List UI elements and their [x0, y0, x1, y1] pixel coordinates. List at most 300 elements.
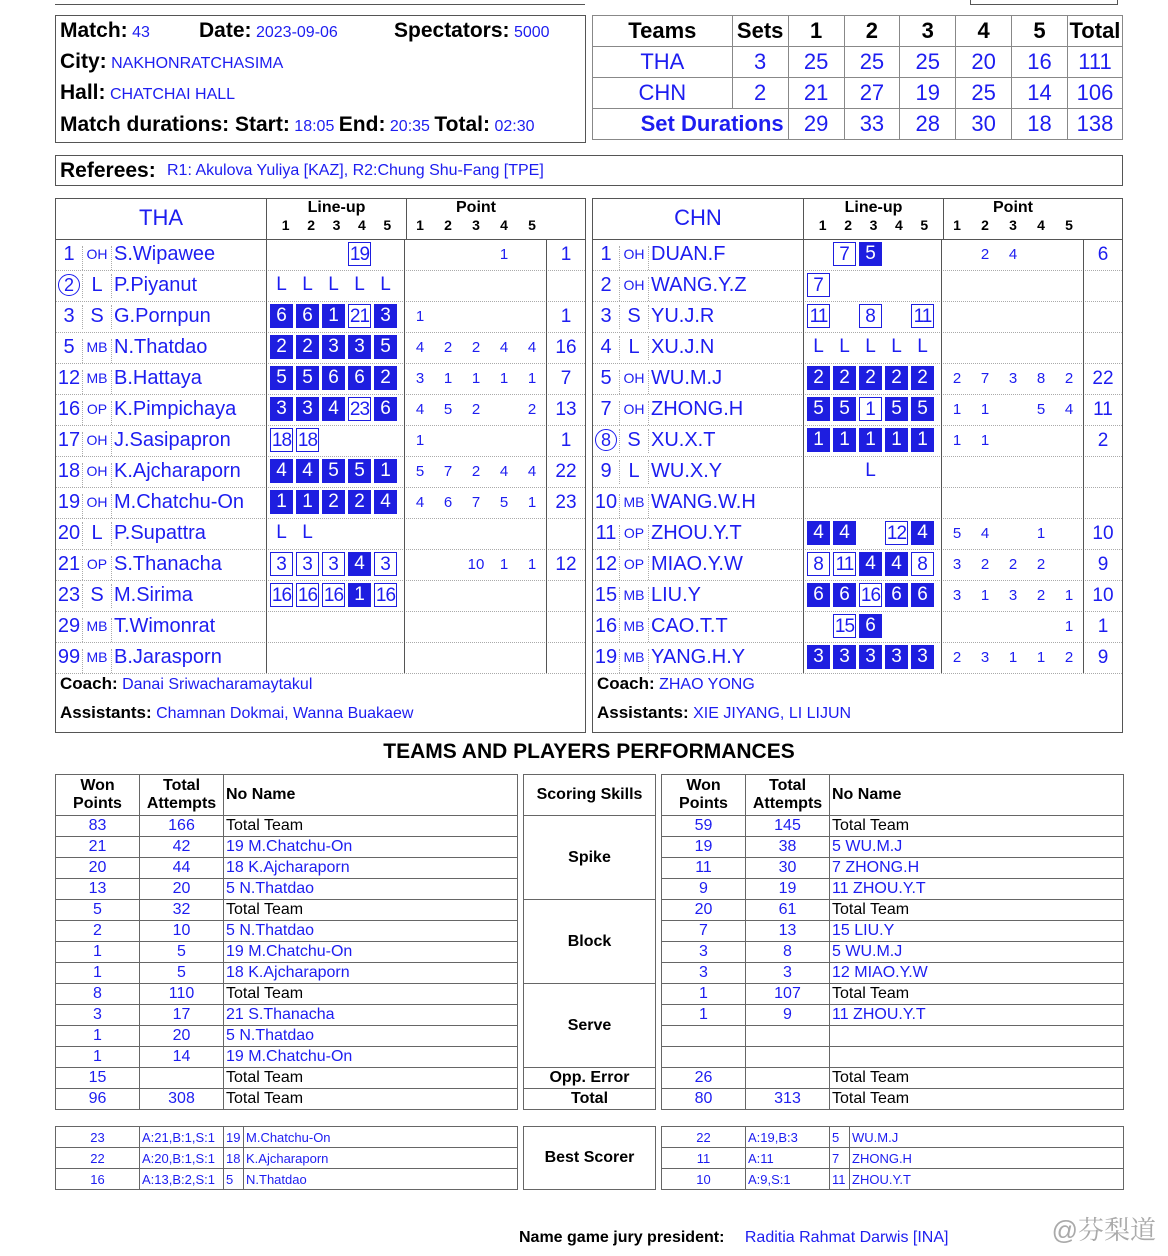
- player-name: S.Thanacha: [114, 553, 222, 575]
- lineup-cell: [833, 273, 856, 297]
- player-name: P.Piyanut: [114, 274, 198, 296]
- lineup-cell: [807, 614, 830, 638]
- point-cell: 4: [415, 401, 425, 418]
- lineup-cell: 6: [322, 366, 345, 390]
- match-info-box: [55, 15, 586, 143]
- assistants-label: Assistants:: [597, 703, 689, 722]
- player-position: OH: [619, 246, 649, 270]
- perf-header-cell: Scoring Skills: [524, 775, 656, 816]
- best-scorer-row: [56, 1127, 1124, 1148]
- point-cell: 3: [952, 556, 962, 573]
- col-num: 4: [1037, 217, 1045, 233]
- col-num: 4: [357, 217, 366, 233]
- player-row: [593, 487, 1122, 519]
- player-total-points: [1083, 270, 1122, 301]
- player-number: 12: [57, 367, 81, 389]
- lineup-cell: 3: [833, 645, 856, 669]
- lineup-cell: 3: [348, 335, 371, 359]
- lineup-cell: 6: [296, 304, 319, 328]
- point-cell: 2: [471, 401, 481, 418]
- lineup-cells: [266, 456, 405, 487]
- player-name: Total Team: [830, 816, 1124, 837]
- player-row: [56, 642, 585, 674]
- best-breakdown: A:11: [746, 1148, 830, 1169]
- best-breakdown: A:20,B:1,S:1: [140, 1148, 224, 1169]
- lineup-cell: 6: [833, 583, 856, 607]
- spectators: 5000: [513, 24, 550, 41]
- lineup-cell: [296, 242, 319, 266]
- lineup-cells: [266, 580, 405, 611]
- player-total-points: 1: [546, 239, 585, 270]
- point-cell: 5: [952, 525, 962, 542]
- assistants-label: Assistants:: [60, 703, 152, 722]
- point-cell: 1: [443, 370, 453, 387]
- player-position: OH: [82, 246, 112, 270]
- lineup-cell: 2: [859, 366, 882, 390]
- best-player-number: 5: [224, 1169, 244, 1190]
- lineup-cell: [911, 459, 934, 483]
- set-durations-row: [593, 109, 1123, 140]
- player-row: [593, 332, 1122, 364]
- lineup-cell: 6: [911, 583, 934, 607]
- point-cells: [406, 618, 546, 636]
- point-cell: 4: [980, 525, 990, 542]
- perf-row: [56, 1068, 1124, 1089]
- player-total-points: [546, 611, 585, 642]
- lineup-cell: 4: [911, 521, 934, 545]
- player-name: WANG.Y.Z: [651, 274, 747, 296]
- set-score: 20: [956, 47, 1012, 78]
- point-cell: 2: [980, 556, 990, 573]
- referees-box: [55, 155, 1123, 186]
- lineup-cell: [374, 428, 397, 452]
- total-attempts: [140, 1068, 224, 1089]
- total-attempts: 14: [140, 1047, 224, 1068]
- lineup-cell: 2: [296, 335, 319, 359]
- lineup-cell: 5: [911, 397, 934, 421]
- player-total-points: [546, 642, 585, 673]
- player-name: Total Team: [224, 984, 518, 1005]
- lineup-cell: L: [302, 522, 313, 543]
- lineup-cell: [911, 273, 934, 297]
- lineup-cells: [803, 518, 942, 549]
- lineup-cell: [374, 242, 397, 266]
- perf-row: [56, 984, 1124, 1005]
- gap: [518, 837, 524, 858]
- player-name: 5 WU.M.J: [830, 837, 1124, 858]
- point-cells: [943, 556, 1083, 574]
- won-points: 19: [662, 837, 746, 858]
- lineup-label: Line-up: [844, 199, 903, 216]
- lineup-cell: 4: [348, 552, 371, 576]
- player-name: Total Team: [224, 900, 518, 921]
- total-duration: 02:30: [494, 118, 535, 135]
- won-points: [662, 1047, 746, 1068]
- lineup-cell: 2: [807, 366, 830, 390]
- best-player-name: ZHOU.Y.T: [850, 1169, 1124, 1190]
- point-cell: 1: [1036, 525, 1046, 542]
- won-points: 15: [56, 1068, 140, 1089]
- player-name: S.Wipawee: [114, 243, 216, 265]
- lineup-cell: 5: [296, 366, 319, 390]
- best-scorer-table: [55, 1126, 1124, 1190]
- referees-label: Referees:: [60, 159, 156, 182]
- player-total-points: [546, 518, 585, 549]
- player-total-points: 9: [1083, 642, 1122, 673]
- player-total-points: 1: [1083, 611, 1122, 642]
- point-cell: 3: [952, 587, 962, 604]
- player-number: 1: [63, 243, 75, 265]
- point-cell: 5: [1036, 401, 1046, 418]
- lineup-cell: [885, 614, 908, 638]
- lineup-cell: [374, 614, 397, 638]
- point-cell: 1: [1064, 587, 1074, 604]
- player-total-points: 16: [546, 332, 585, 363]
- point-cells: [943, 525, 1083, 543]
- player-name: [830, 1026, 1124, 1047]
- player-row: [56, 270, 585, 302]
- point-cell: 2: [952, 370, 962, 387]
- lineup-cell: [807, 242, 830, 266]
- watermark: @芬梨道: [1051, 1215, 1156, 1245]
- lineup-cells: [266, 425, 405, 456]
- best-scorer-label: Best Scorer: [524, 1127, 656, 1190]
- player-number: 21: [57, 553, 81, 575]
- point-cell: 1: [952, 401, 962, 418]
- point-cell: 3: [1008, 370, 1018, 387]
- total-attempts: 30: [746, 858, 830, 879]
- player-number: 15: [594, 584, 618, 606]
- coach-name: Danai Sriwacharamaytakul: [122, 676, 313, 693]
- player-position: MB: [619, 587, 649, 611]
- player-number: 5: [600, 367, 612, 389]
- point-cells: [406, 463, 546, 481]
- point-cells: [406, 370, 546, 388]
- player-position: OP: [82, 556, 112, 580]
- player-position: OP: [82, 401, 112, 425]
- lineup-cell: [270, 645, 293, 669]
- player-number: 3: [63, 305, 75, 327]
- lineup-cell: 1: [348, 583, 371, 607]
- lineup-cell: 16: [860, 585, 881, 606]
- coach-name: ZHAO YONG: [659, 676, 755, 693]
- point-cell: 1: [1064, 618, 1074, 635]
- lineup-cell: [833, 304, 856, 328]
- perf-header: [56, 775, 1124, 816]
- player-total-points: [546, 270, 585, 301]
- best-scorer-wrap: [55, 1126, 1123, 1190]
- point-cell: 1: [415, 308, 425, 325]
- player-position: MB: [619, 618, 649, 642]
- point-cell: 2: [1064, 370, 1074, 387]
- point-cells: [943, 401, 1083, 419]
- won-points: 1: [662, 984, 746, 1005]
- col-num: 3: [472, 217, 480, 233]
- player-total-points: 2: [1083, 425, 1122, 456]
- perf-row: [56, 900, 1124, 921]
- point-cell: 5: [499, 494, 509, 511]
- won-points: 83: [56, 816, 140, 837]
- set-score: 27: [844, 78, 900, 109]
- scoreboard: [592, 15, 1123, 140]
- total-attempts: 9: [746, 1005, 830, 1026]
- total-attempts: 44: [140, 858, 224, 879]
- player-row: [593, 270, 1122, 302]
- player-total-points: [1083, 301, 1122, 332]
- best-player-name: K.Ajcharaporn: [244, 1148, 518, 1169]
- best-points: 22: [662, 1127, 746, 1148]
- player-row: [56, 518, 585, 550]
- point-cells: [943, 463, 1083, 481]
- point-cells: [943, 618, 1083, 636]
- player-row: [593, 394, 1122, 426]
- gap: [518, 942, 524, 963]
- point-cell: 2: [980, 246, 990, 263]
- player-position: OH: [619, 401, 649, 425]
- player-total-points: [1083, 456, 1122, 487]
- col-num: 1: [953, 217, 961, 233]
- lineup-cell: [911, 490, 934, 514]
- gap: [518, 1169, 524, 1190]
- won-points: 1: [56, 1047, 140, 1068]
- player-name: Total Team: [830, 984, 1124, 1005]
- lineup-cell: 1: [807, 428, 830, 452]
- point-cell: 1: [1008, 649, 1018, 666]
- player-position: MB: [82, 649, 112, 673]
- point-cell: 4: [415, 494, 425, 511]
- set-score: 14: [1012, 78, 1068, 109]
- lineup-cell: 3: [296, 397, 319, 421]
- lineup-cell: 6: [374, 397, 397, 421]
- won-points: 21: [56, 837, 140, 858]
- total-attempts: [746, 1068, 830, 1089]
- player-total-points: 9: [1083, 549, 1122, 580]
- total-attempts: 5: [140, 942, 224, 963]
- set-duration: 33: [844, 109, 900, 140]
- lineup-cell: 5: [270, 366, 293, 390]
- point-cells: [406, 494, 546, 512]
- player-position: S: [619, 429, 649, 453]
- lineup-cells: [266, 239, 405, 270]
- player-row: [593, 425, 1122, 457]
- coach-label: Coach:: [597, 674, 655, 693]
- lineup-cell: 3: [322, 335, 345, 359]
- best-player-name: WU.M.J: [850, 1127, 1124, 1148]
- lineup-cell: [885, 273, 908, 297]
- player-position: OH: [619, 370, 649, 394]
- lineup-cell: L: [865, 336, 876, 357]
- lineup-cell: [270, 614, 293, 638]
- player-name: ZHOU.Y.T: [651, 522, 742, 544]
- lineup-cell: 4: [807, 521, 830, 545]
- total-attempts: 166: [140, 816, 224, 837]
- lineup-cells: [803, 580, 942, 611]
- match-date: 2023-09-06: [255, 24, 338, 41]
- player-name: 5 WU.M.J: [830, 942, 1124, 963]
- lineup-cells: [803, 642, 942, 673]
- col-num: 1: [281, 217, 290, 233]
- won-points: 20: [662, 900, 746, 921]
- player-position: L: [82, 274, 112, 298]
- point-label: Point: [456, 199, 496, 216]
- best-player-name: ZHONG.H: [850, 1148, 1124, 1169]
- start-time: 18:05: [294, 118, 335, 135]
- player-total-points: 6: [1083, 239, 1122, 270]
- city-label: City:: [60, 50, 107, 73]
- perf-row: [56, 1089, 1124, 1110]
- lineup-cell: 2: [270, 335, 293, 359]
- won-points: 1: [56, 942, 140, 963]
- col-num: 1: [416, 217, 424, 233]
- player-total-points: 22: [1083, 363, 1122, 394]
- point-cells: [943, 308, 1083, 326]
- lineup-cell: L: [380, 274, 391, 295]
- scoring-skill: Block: [524, 900, 656, 984]
- player-name: WU.M.J: [651, 367, 723, 389]
- lineup-cell: L: [839, 336, 850, 357]
- player-name: 15 LIU.Y: [830, 921, 1124, 942]
- total-attempts: 61: [746, 900, 830, 921]
- total-attempts: 313: [746, 1089, 830, 1110]
- point-cell: 5: [443, 401, 453, 418]
- lineup-cell: 5: [807, 397, 830, 421]
- sets-won: 3: [732, 47, 788, 78]
- lineup-cell: 6: [348, 366, 371, 390]
- won-points: 26: [662, 1068, 746, 1089]
- point-cell: 1: [415, 432, 425, 449]
- player-number: 20: [57, 522, 81, 544]
- point-cell: 4: [527, 339, 537, 356]
- col-num: 2: [307, 217, 315, 233]
- hall-label: Hall:: [60, 81, 106, 104]
- sets-won: 2: [732, 78, 788, 109]
- lineup-cells: [266, 363, 405, 394]
- best-breakdown: A:19,B:3: [746, 1127, 830, 1148]
- lineup-cell: 3: [885, 645, 908, 669]
- lineup-cell: [833, 459, 856, 483]
- player-name: P.Supattra: [114, 522, 206, 544]
- won-points: 5: [56, 900, 140, 921]
- player-row: [593, 642, 1122, 674]
- player-position: S: [82, 584, 112, 608]
- won-points: 11: [662, 858, 746, 879]
- header-set3: 3: [900, 16, 956, 47]
- point-cells: [943, 432, 1083, 450]
- perf-row: [56, 816, 1124, 837]
- point-cells: [406, 432, 546, 450]
- point-cells: [943, 339, 1083, 357]
- player-number: 10: [594, 491, 618, 513]
- lineup-cell: [348, 614, 371, 638]
- score-row-tha: [593, 47, 1123, 78]
- player-number: 18: [57, 460, 81, 482]
- lineup-cell: 1: [322, 304, 345, 328]
- lineup-cell: [807, 459, 830, 483]
- player-name: 5 N.Thatdao: [224, 921, 518, 942]
- score-row-chn: [593, 78, 1123, 109]
- player-total-points: 10: [1083, 580, 1122, 611]
- point-cells: [943, 494, 1083, 512]
- lineup-cell: 2: [833, 366, 856, 390]
- point-cell: 1: [980, 587, 990, 604]
- player-name: WU.X.Y: [651, 460, 723, 482]
- date-label: Date:: [199, 19, 252, 42]
- col-num: 5: [383, 217, 392, 233]
- won-points: 20: [56, 858, 140, 879]
- lineup-cell: 3: [374, 552, 397, 576]
- lineup-cell: 18: [297, 430, 318, 451]
- assistants-names: XIE JIYANG, LI LIJUN: [693, 705, 852, 722]
- lineup-cells: [803, 394, 942, 425]
- lineup-cells: [803, 456, 942, 487]
- lineup-cell: 4: [322, 397, 345, 421]
- player-name: 19 M.Chatchu-On: [224, 1047, 518, 1068]
- point-cells: [406, 556, 546, 574]
- lineup-cell: [322, 645, 345, 669]
- point-cells: [943, 649, 1083, 667]
- player-name: LIU.Y: [651, 584, 702, 606]
- player-row: [56, 363, 585, 395]
- gap: [518, 1005, 524, 1026]
- total-attempts: 20: [140, 879, 224, 900]
- match-number: 43: [132, 24, 150, 41]
- lineup-cell: 19: [349, 244, 370, 265]
- lineup-cell: 1: [296, 490, 319, 514]
- lineup-cell: [322, 242, 345, 266]
- point-cell: 1: [952, 432, 962, 449]
- gap: [518, 921, 524, 942]
- point-cell: 2: [527, 401, 537, 418]
- set-score: 25: [844, 47, 900, 78]
- lineup-cell: 1: [859, 397, 882, 421]
- lineup-cell: 1: [270, 490, 293, 514]
- player-number: 11: [595, 522, 617, 544]
- lineup-cell: [322, 428, 345, 452]
- lineup-cell: 6: [885, 583, 908, 607]
- end-label: End:: [338, 113, 386, 136]
- player-name: 18 K.Ajcharaporn: [224, 963, 518, 984]
- lineup-cell: 2: [911, 366, 934, 390]
- player-position: L: [82, 522, 112, 546]
- lineup-cell: 4: [859, 552, 882, 576]
- lineup-cell: 11: [807, 304, 830, 328]
- player-position: L: [619, 336, 649, 360]
- won-points: 13: [56, 879, 140, 900]
- best-player-name: M.Chatchu-On: [244, 1127, 518, 1148]
- lineup-cell: [807, 490, 830, 514]
- lineup-cells: [266, 642, 405, 673]
- lineup-cell: 3: [322, 552, 345, 576]
- col-num: 5: [1065, 217, 1073, 233]
- player-position: MB: [619, 649, 649, 673]
- best-breakdown: A:21,B:1,S:1: [140, 1127, 224, 1148]
- scoring-skill: Serve: [524, 984, 656, 1068]
- point-cell: 4: [1008, 246, 1018, 263]
- player-position: MB: [82, 370, 112, 394]
- captain-circle: 2: [58, 274, 80, 296]
- lineup-cell: 5: [833, 397, 856, 421]
- scoring-skill: Opp. Error: [524, 1068, 656, 1089]
- col-num: 2: [844, 217, 852, 233]
- col-num: 4: [500, 217, 508, 233]
- won-points: 1: [56, 1026, 140, 1047]
- lineup-cells: [803, 301, 942, 332]
- point-cell: 1: [1036, 649, 1046, 666]
- point-cells: [406, 277, 546, 295]
- referees-value: R1: Akulova Yuliya [KAZ], R2:Chung Shu-Fang [TPE]: [167, 162, 544, 179]
- player-number: 23: [57, 584, 81, 606]
- lineup-cell: 16: [271, 585, 292, 606]
